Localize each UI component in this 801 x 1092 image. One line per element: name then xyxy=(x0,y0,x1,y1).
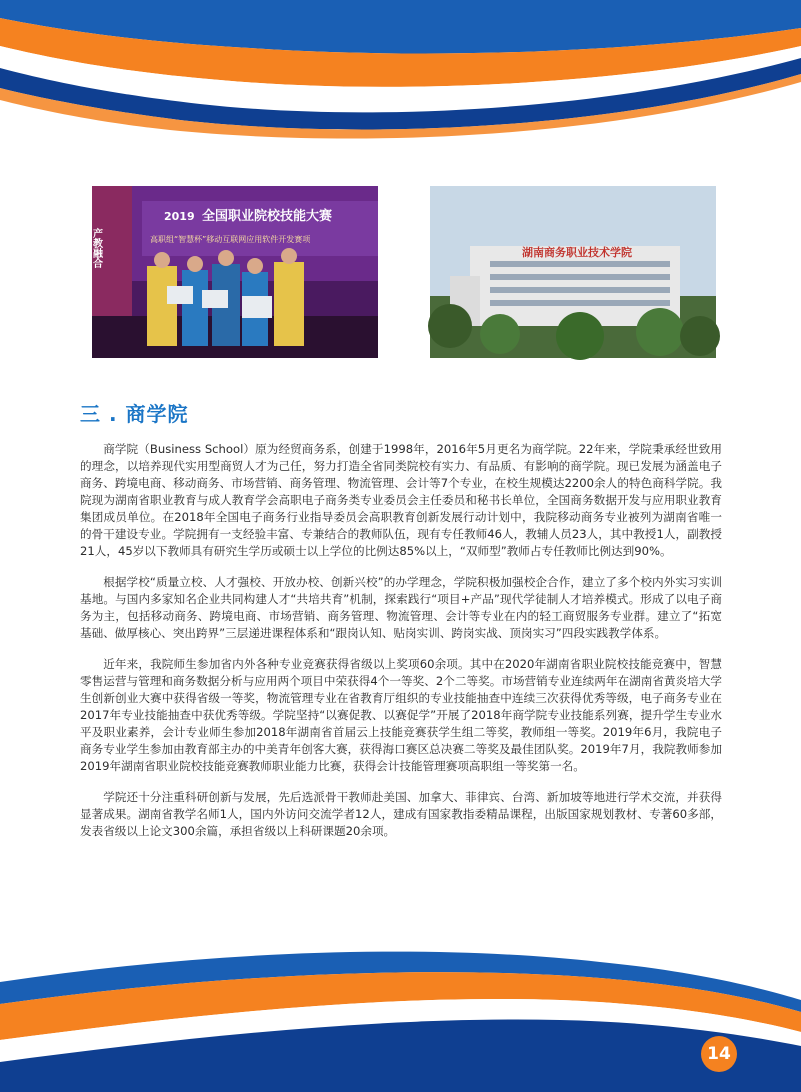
top-wave-decoration xyxy=(0,0,801,150)
banner-title: 全国职业院校技能大赛 xyxy=(202,209,333,224)
building-sign: 湖南商务职业技术学院 xyxy=(522,246,632,259)
paragraph-research: 学院还十分注重科研创新与发展，先后选派骨干教师赴美国、加拿大、菲律宾、台湾、新加坡等地进行学术交流，并获得显著成果。湖南省教学名师1人，国内外访问交流学者12人，建成有国家教指委精品课程，出版国家规划教材、专著60多部，发表省级以上论文300余篇，承担省级以上科研课题20余项。 xyxy=(80,790,722,838)
paragraph-competitions: 近年来，我院师生参加省内外各种专业竞赛获得省级以上奖项60余项。其中在2020年湖南省职业院校技能竞赛中，智慧零售运营与管理和商务数据分析与应用两个项目中荣获得4个一等奖、2个二等奖。市场营销专业连续两年在湖南省黄炎培大学生创新创业大赛中获得省级一等奖，物流管理专业在省教育厅组织的专业技能抽查中连续三次获得优秀等级，电子商务专业在2017年专业技能抽查中获优秀等级。学院坚持“以赛促教、以赛促学”开展了2018年商学院专业技能系列赛，提升学生专业水平及职业素养，会计专业师生参加2018年湖南省首届云上技能竞赛获学生组二等奖，教师组一等奖。2019年6月，我院电子商务专业学生参加由教育部主办的中美青年创客大赛，获得海口赛区总决赛二等奖及最佳团队奖。2019年7月，我院教师参加2019年湖南省职业院校技能竞赛教师职业能力比赛，获得会计技能管理赛项高职组一等奖第一名。 xyxy=(80,657,722,773)
bottom-wave-decoration xyxy=(0,942,801,1092)
paragraph-cooperation: 根据学校“质量立校、人才强校、开放办校、创新兴校”的办学理念，学院积极加强校企合作，建立了多个校内外实习实训基地。与国内多家知名企业共同构建人才“共培共育”机制，探索践行“项目+产品”现代学徒制人才培养模式。形成了以电子商务为主，包括移动商务、跨境电商、市场营销、商务管理、物流管理、会计等专业在内的轻工商贸服务专业群。建立了“拓宽基础、做厚核心、突出跨界”三层递进课程体系和“跟岗认知、贴岗实训、跨岗实战、顶岗实习”四段实践教学体系。 xyxy=(80,575,722,640)
page-number-badge: 14 xyxy=(701,1036,737,1072)
campus-building-photo xyxy=(430,186,716,358)
paragraph-intro: 商学院（Business School）原为经贸商务系，创建于1998年，2016年5月更名为商学院。22年来，学院秉承经世致用的理念，以培养现代实用型商贸人才为己任，努力打造全省同类院校有实力、有品质、有影响的商学院。现已发展为涵盖电子商务、跨境电商、移动商务、市场营销、商务管理、物流管理、会计等7个专业，在校生规模达2200余人的特色商科学院。我院现为湖南省职业教育与成人教育学会高职电子商务类专业委员会主任委员和秘书长单位，全国商务数据开发与应用职业教育集团成员单位。在2018年全国电子商务行业指导委员会高职教育创新发展行动计划中，我院移动商务专业被列为湖南省唯一的骨干建设专业。学院拥有一支经验丰富、专兼结合的教师队伍，现有专任教师46人，教辅人员23人，其中教授1人，副教授21人，45岁以下教师具有研究生学历或硕士以上学位的比例达85%以上，“双师型”教师占专任教师比例达到90%。 xyxy=(80,442,722,558)
banner-year: 2019 xyxy=(164,210,195,223)
award-ceremony-photo xyxy=(92,186,378,358)
banner-side-text: 产教融合 xyxy=(90,228,102,268)
body-content xyxy=(80,441,722,854)
section-title: 三 . 商学院 xyxy=(80,402,189,426)
banner-subtitle: 高职组“智慧杯”移动互联网应用软件开发赛项 xyxy=(150,235,311,244)
